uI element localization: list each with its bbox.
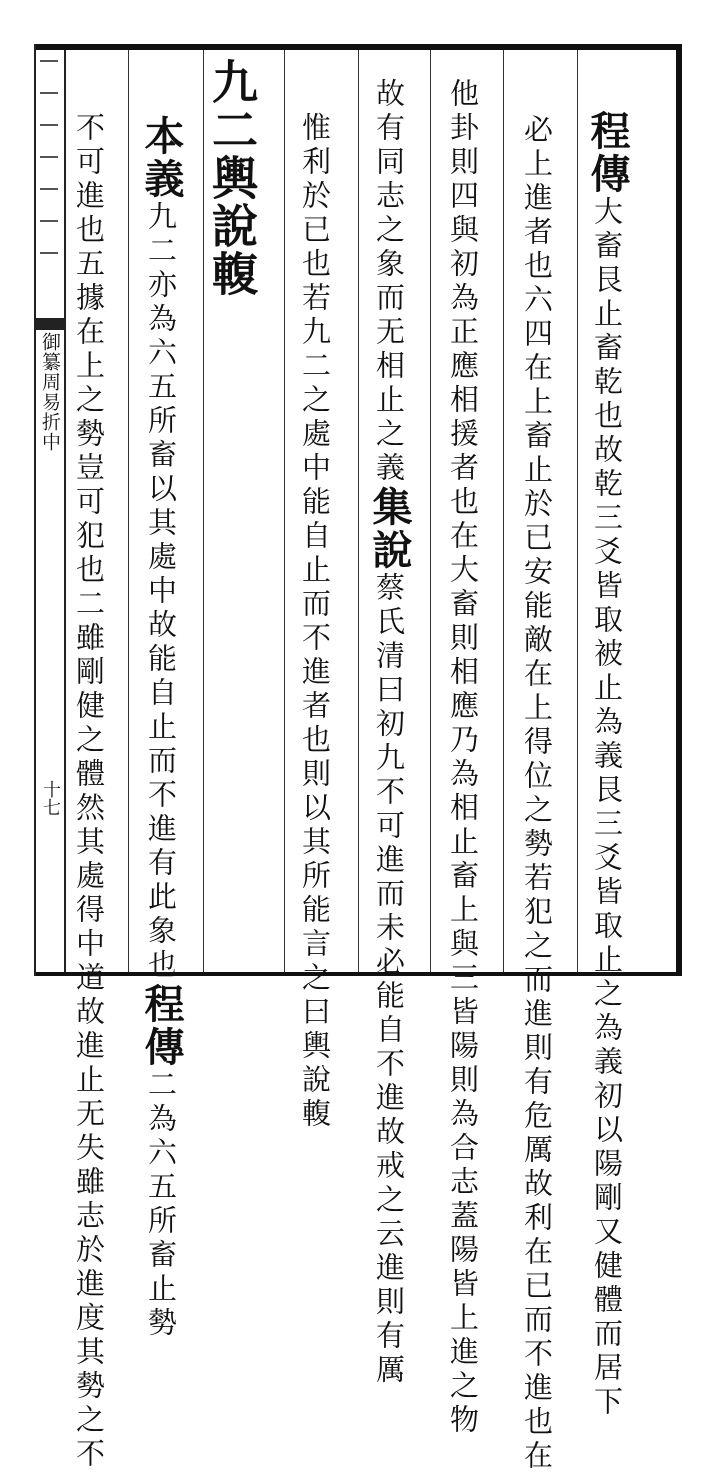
column-text: 大畜艮止畜乾也故乾三爻皆取被止為義艮三爻皆取止之為義初以陽剛又健體而居下 — [590, 196, 624, 1420]
section-heading-chengzhuan: 程傳 — [138, 983, 185, 1069]
column-rule — [358, 50, 359, 972]
margin-fishtail — [36, 318, 64, 330]
text-column-1 — [584, 110, 631, 1420]
frame-bottom-border — [36, 972, 682, 976]
column-rule — [577, 50, 578, 972]
line-heading: 九二輿說輹 — [205, 58, 259, 298]
text-column-4 — [366, 78, 413, 1388]
column-rule — [430, 50, 431, 972]
column-text: 二為六五所畜止勢 — [144, 1069, 178, 1341]
column-text: 蔡氏清曰初九不可進而未必能自不進故戒之云進則有厲 — [372, 572, 406, 1388]
text-column-7 — [138, 115, 185, 1341]
column-rule — [284, 50, 285, 972]
column-rule — [203, 50, 204, 972]
text-column-3 — [446, 78, 480, 1438]
margin-page-number: 十七 — [40, 780, 61, 816]
section-heading-chengzhuan: 程傳 — [584, 110, 631, 196]
column-text: 惟利於已也若九二之處中能自止而不進者也則以其所能言之曰輿說輹 — [298, 112, 332, 1132]
column-text: 他卦則四與初為正應相援者也在大畜則相應乃為相止畜上與三皆陽則為合志蓋陽皆上進之物 — [446, 78, 480, 1438]
text-column-6 — [205, 58, 259, 298]
column-text: 九二亦為六五所畜以其處中故能自止而不進有此象也 — [144, 201, 178, 983]
margin-decoration — [40, 60, 60, 280]
column-text: 不可進也五據在上之勢豈可犯也二雖剛健之體然其處得中道故進止无失雖志於進度其勢之不 — [72, 112, 106, 1472]
column-text: 故有同志之象而无相止之義 — [372, 78, 406, 486]
column-rule — [128, 50, 129, 972]
section-heading-benyi: 本義 — [138, 115, 185, 201]
frame-left-border — [34, 44, 36, 976]
text-column-8 — [72, 112, 106, 1472]
section-heading-jishuo: 集說 — [366, 486, 413, 572]
text-column-5 — [298, 112, 332, 1132]
text-column-2 — [520, 114, 554, 1474]
column-text: 必上進者也六四在上畜止於已安能敵在上得位之勢若犯之而進則有危厲故利在已而不進也在 — [520, 114, 554, 1474]
margin-book-title: 御纂周易折中 — [39, 332, 61, 452]
margin-inner-border — [64, 50, 66, 972]
frame-top-border — [36, 44, 682, 50]
column-rule — [503, 50, 504, 972]
frame-right-border — [676, 44, 682, 976]
